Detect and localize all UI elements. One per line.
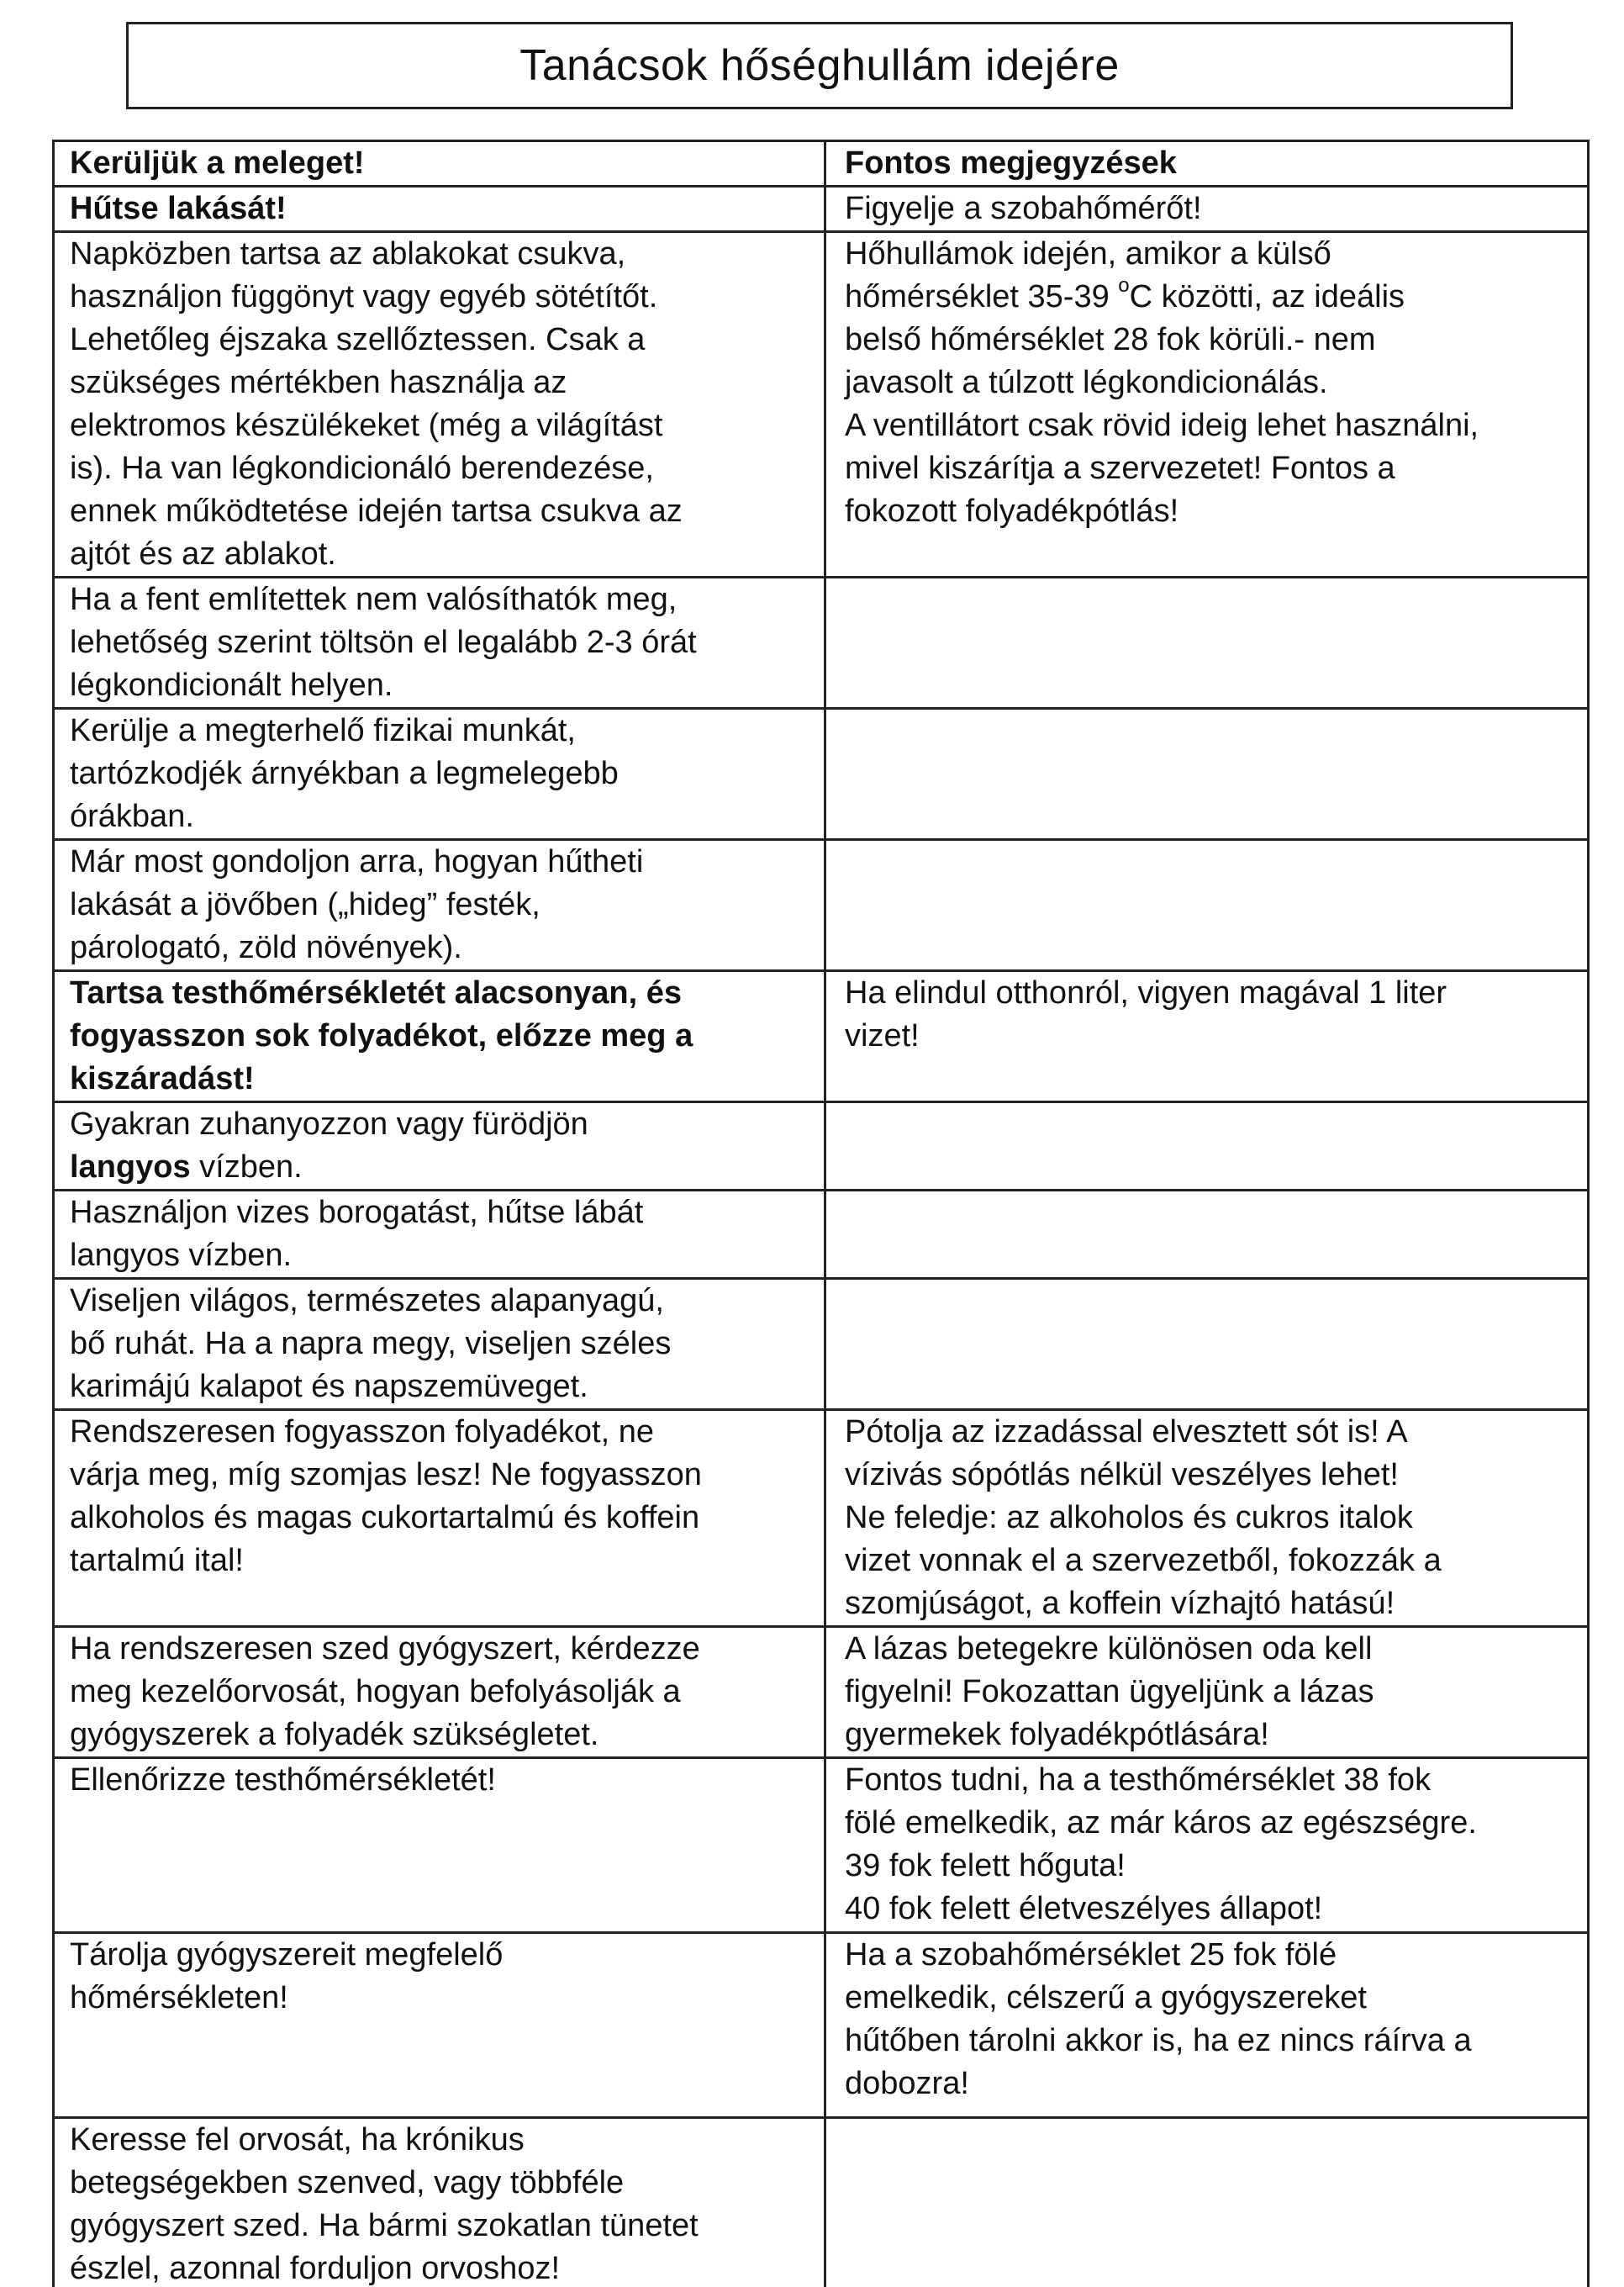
row-right-cell bbox=[825, 578, 1589, 709]
row-right-cell bbox=[825, 232, 1589, 578]
table-row bbox=[54, 1758, 1589, 1933]
table-row bbox=[54, 1279, 1589, 1410]
table-row bbox=[54, 232, 1589, 578]
row-right-cell bbox=[825, 709, 1589, 840]
row-right-cell bbox=[825, 1191, 1589, 1279]
degree-superscript: o bbox=[1118, 274, 1130, 298]
row-right-cell: Figyelje a szobahőmérőt! bbox=[825, 187, 1589, 232]
row-right-cell bbox=[825, 1102, 1589, 1191]
row-right-text-a: Hőhullámok idején, amikor a külső hőmérséklet 35-39 bbox=[845, 236, 1331, 314]
row-left-cell: Kerülje a megterhelő fizikai munkát, tartózkodjék árnyékban a legmelegebb órákban. bbox=[54, 709, 825, 840]
advice-table bbox=[52, 140, 1590, 2287]
page-title: Tanácsok hőséghullám idejére bbox=[519, 41, 1120, 90]
table-row bbox=[54, 2118, 1589, 2287]
row-left-cell: Keresse fel orvosát, ha krónikus betegségekben szenved, vagy többféle gyógyszert szed. Ha bármi szokatlan tünetet észlel, azonnal forduljon orvoshoz! bbox=[54, 2118, 825, 2287]
row-right-cell: Ha a szobahőmérséklet 25 fok fölé emelkedik, célszerű a gyógyszereket hűtőben tárolni akkor is, ha ez nincs ráírva a dobozra! bbox=[825, 1933, 1589, 2118]
row-left-cell: Ha rendszeresen szed gyógyszert, kérdezze meg kezelőorvosát, hogyan befolyásolják a gyógyszerek a folyadék szükségletet. bbox=[54, 1627, 825, 1758]
row-left-cell: Használjon vizes borogatást, hűtse lábát langyos vízben. bbox=[54, 1191, 825, 1279]
table-row bbox=[54, 1191, 1589, 1279]
table-row bbox=[54, 578, 1589, 709]
row-left-cell bbox=[54, 1102, 825, 1191]
row-right-cell: Fontos tudni, ha a testhőmérséklet 38 fok fölé emelkedik, az már káros az egészségre. 39 fok felett hőguta! 40 fok felett életveszélyes állapot! bbox=[825, 1758, 1589, 1933]
header-left: Kerüljük a meleget! bbox=[54, 141, 825, 187]
row-right-cell: Pótolja az izzadással elvesztett sót is! A vízivás sópótlás nélkül veszélyes lehet! Ne feledje: az alkoholos és cukros italok vizet vonnak el a szervezetből, fokozzák a szomjúságot, a koffein vízhajtó hatású! bbox=[825, 1410, 1589, 1627]
row-left-bold-word: langyos bbox=[70, 1149, 191, 1185]
row-right-cell bbox=[825, 2118, 1589, 2287]
row-right-cell: A lázas betegekre különösen oda kell figyelni! Fokozattan ügyeljünk a lázas gyermekek folyadékpótlására! bbox=[825, 1627, 1589, 1758]
row-left-cell: Rendszeresen fogyasszon folyadékot, ne várja meg, míg szomjas lesz! Ne fogyasszon alkoholos és magas cukortartalmú és koffein tartalmú ital! bbox=[54, 1410, 825, 1627]
row-left-cell: Napközben tartsa az ablakokat csukva, használjon függönyt vagy egyéb sötétítőt. Lehetőleg éjszaka szellőztessen. Csak a szükséges mértékben használja az elektromos készülékeket (még a világítást is). Ha van légkondicionáló berendezése, ennek működtetése idején tartsa csukva az ajtót és az ablakot. bbox=[54, 232, 825, 578]
row-right-text-b: C közötti, az ideális belső hőmérséklet 28 fok körüli.- nem javasolt a túlzott légkondicionálás. A ventillátort csak rövid ideig lehet használni, mivel kiszárítja a szervezetet! Fontos a fokozott folyadékpótlás! bbox=[845, 279, 1479, 529]
table-header-row bbox=[54, 141, 1589, 187]
row-right-cell bbox=[825, 1279, 1589, 1410]
row-left-text-a: Gyakran zuhanyozzon vagy fürödjön bbox=[70, 1107, 588, 1142]
header-right: Fontos megjegyzések bbox=[825, 141, 1589, 187]
table-row bbox=[54, 709, 1589, 840]
row-left-cell: Ellenőrizze testhőmérsékletét! bbox=[54, 1758, 825, 1933]
table-row bbox=[54, 187, 1589, 232]
row-right-cell bbox=[825, 840, 1589, 971]
table-row bbox=[54, 971, 1589, 1102]
row-left-cell: Hűtse lakását! bbox=[54, 187, 825, 232]
row-left-text-b: vízben. bbox=[190, 1149, 303, 1185]
table-row bbox=[54, 840, 1589, 971]
row-left-cell: Viseljen világos, természetes alapanyagú, bő ruhát. Ha a napra megy, viseljen széles karimájú kalapot és napszemüveget. bbox=[54, 1279, 825, 1410]
row-left-cell: Ha a fent említettek nem valósíthatók meg, lehetőség szerint töltsön el legalább 2-3 órát légkondicionált helyen. bbox=[54, 578, 825, 709]
table-row bbox=[54, 1933, 1589, 2118]
table-row bbox=[54, 1627, 1589, 1758]
title-box bbox=[126, 22, 1513, 109]
row-left-cell: Tárolja gyógyszereit megfelelő hőmérsékleten! bbox=[54, 1933, 825, 2118]
table-row bbox=[54, 1410, 1589, 1627]
row-left-cell: Tartsa testhőmérsékletét alacsonyan, és fogyasszon sok folyadékot, előzze meg a kiszáradást! bbox=[54, 971, 825, 1102]
row-right-cell: Ha elindul otthonról, vigyen magával 1 liter vizet! bbox=[825, 971, 1589, 1102]
table-row bbox=[54, 1102, 1589, 1191]
row-left-cell: Már most gondoljon arra, hogyan hűtheti lakását a jövőben („hideg” festék, párologató, zöld növények). bbox=[54, 840, 825, 971]
